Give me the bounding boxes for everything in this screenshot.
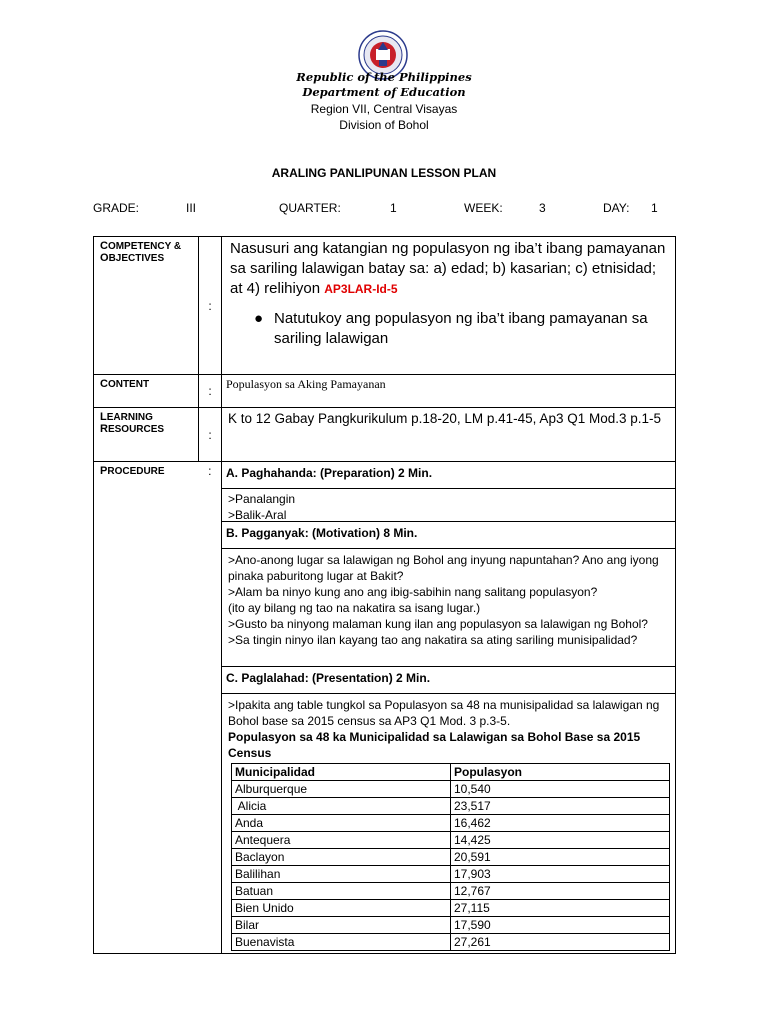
competency-row xyxy=(94,237,676,375)
department-line: Department of Education xyxy=(302,85,466,99)
lesson-plan-title: ARALING PANLIPUNAN LESSON PLAN xyxy=(271,166,497,180)
resources-text: K to 12 Gabay Pangkurikulum p.18-20, LM p.41-45, Ap3 Q1 Mod.3 p.1-5 xyxy=(222,408,676,462)
resources-colon: : xyxy=(199,408,222,462)
objective-text: Nasusuri ang katangian ng populasyon ng iba’t ibang pamayanan sa sariling lalawigan batay sa: a) edad; b) kasarian; c) etnisidad; at 4) relihiyon xyxy=(230,240,666,297)
competency-code: AP3LAR-Id-5 xyxy=(324,282,398,296)
procedure-content xyxy=(222,462,676,954)
presentation-body: >Ipakita ang table tungkol sa Populasyon sa 48 na munisipalidad sa lalawigan ng Bohol base sa 2015 census sa AP3 Q1 Mod. 3 p.3-5. Populasyon sa 48 ka Municipalidad sa Lalawigan sa Bohol Base sa 2015 Census Municipalidad Populasyon Alburquerque 10,540 Alicia 23,517 Anda 16,462 Antequera 14,425 Baclayon 20,591 Balilihan 17,903 Batuan 12,767 Bien Unido 27,115 Bilar 17,590 Buenavista 27,261 xyxy=(222,694,675,953)
table-row: Alicia 23,517 xyxy=(232,798,670,815)
quarter-label: QUARTER: xyxy=(279,201,341,215)
table-row: Batuan 12,767 xyxy=(232,883,670,900)
content-text: Populasyon sa Aking Pamayanan xyxy=(222,375,676,408)
table-row: Antequera 14,425 xyxy=(232,832,670,849)
population-table-title: Populasyon sa 48 ka Municipalidad sa Lalawigan sa Bohol Base sa 2015 Census xyxy=(228,730,641,760)
resources-row xyxy=(94,408,676,462)
table-row: Bien Unido 27,115 xyxy=(232,900,670,917)
resources-label: LEARNING RESOURCES xyxy=(94,408,199,462)
day-label: DAY: xyxy=(603,201,630,215)
content-row xyxy=(94,375,676,408)
division-line: Division of Bohol xyxy=(339,118,429,132)
procedure-row xyxy=(94,462,676,954)
content-label: CONTENT xyxy=(94,375,199,408)
quarter-value: 1 xyxy=(390,201,397,215)
bullet-icon: ● xyxy=(254,310,264,327)
motivation-heading: B. Pagganyak: (Motivation) 8 Min. xyxy=(222,522,675,549)
header-municipalidad: Municipalidad xyxy=(232,764,451,781)
procedure-label: PROCEDURE xyxy=(94,462,199,954)
preparation-heading: A. Paghahanda: (Preparation) 2 Min. xyxy=(222,462,675,489)
competency-content xyxy=(222,237,676,375)
procedure-colon: : xyxy=(199,462,222,954)
table-row: Bilar 17,590 xyxy=(232,917,670,934)
population-table-header xyxy=(232,764,670,781)
header-populasyon: Populasyon xyxy=(451,764,670,781)
content-colon: : xyxy=(199,375,222,408)
table-row: Buenavista 27,261 xyxy=(232,934,670,951)
table-row: Anda 16,462 xyxy=(232,815,670,832)
week-value: 3 xyxy=(539,201,546,215)
competency-label: COMPETENCY & OBJECTIVES xyxy=(94,237,199,375)
grade-value: III xyxy=(186,201,197,215)
table-row: Balilihan 17,903 xyxy=(232,866,670,883)
day-value: 1 xyxy=(651,201,658,215)
preparation-body: >Panalangin >Balik-Aral xyxy=(222,489,675,522)
motivation-body: >Ano-anong lugar sa lalawigan ng Bohol ang inyung napuntahan? Ano ang iyong pinaka paburitong lugar at Bakit? >Alam ba ninyo kung ano ang ibig-sabihin nang salitang populasyon? (ito ay bilang ng tao na nakatira sa isang lugar.) >Gusto ba ninyong malaman kung ilan ang populasyon sa lalawigan ng Bohol? >Sa tingin ninyo ilan kayang tao ang nakatira sa ating sariling munisipalidad? xyxy=(222,549,675,667)
table-row: Baclayon 20,591 xyxy=(232,849,670,866)
presentation-heading: C. Paglalahad: (Presentation) 2 Min. xyxy=(222,667,675,694)
republic-line: Republic of the Philippines xyxy=(296,70,472,84)
competency-colon: : xyxy=(199,237,222,375)
objective-bullet-text: Natutukoy ang populasyon ng iba’t ibang pamayanan sa sariling lalawigan xyxy=(274,310,648,347)
population-table xyxy=(231,763,670,951)
grade-label: GRADE: xyxy=(93,201,140,215)
region-line: Region VII, Central Visayas xyxy=(310,102,458,116)
lesson-plan-table xyxy=(93,236,676,954)
week-label: WEEK: xyxy=(464,201,503,215)
table-row: Alburquerque 10,540 xyxy=(232,781,670,798)
